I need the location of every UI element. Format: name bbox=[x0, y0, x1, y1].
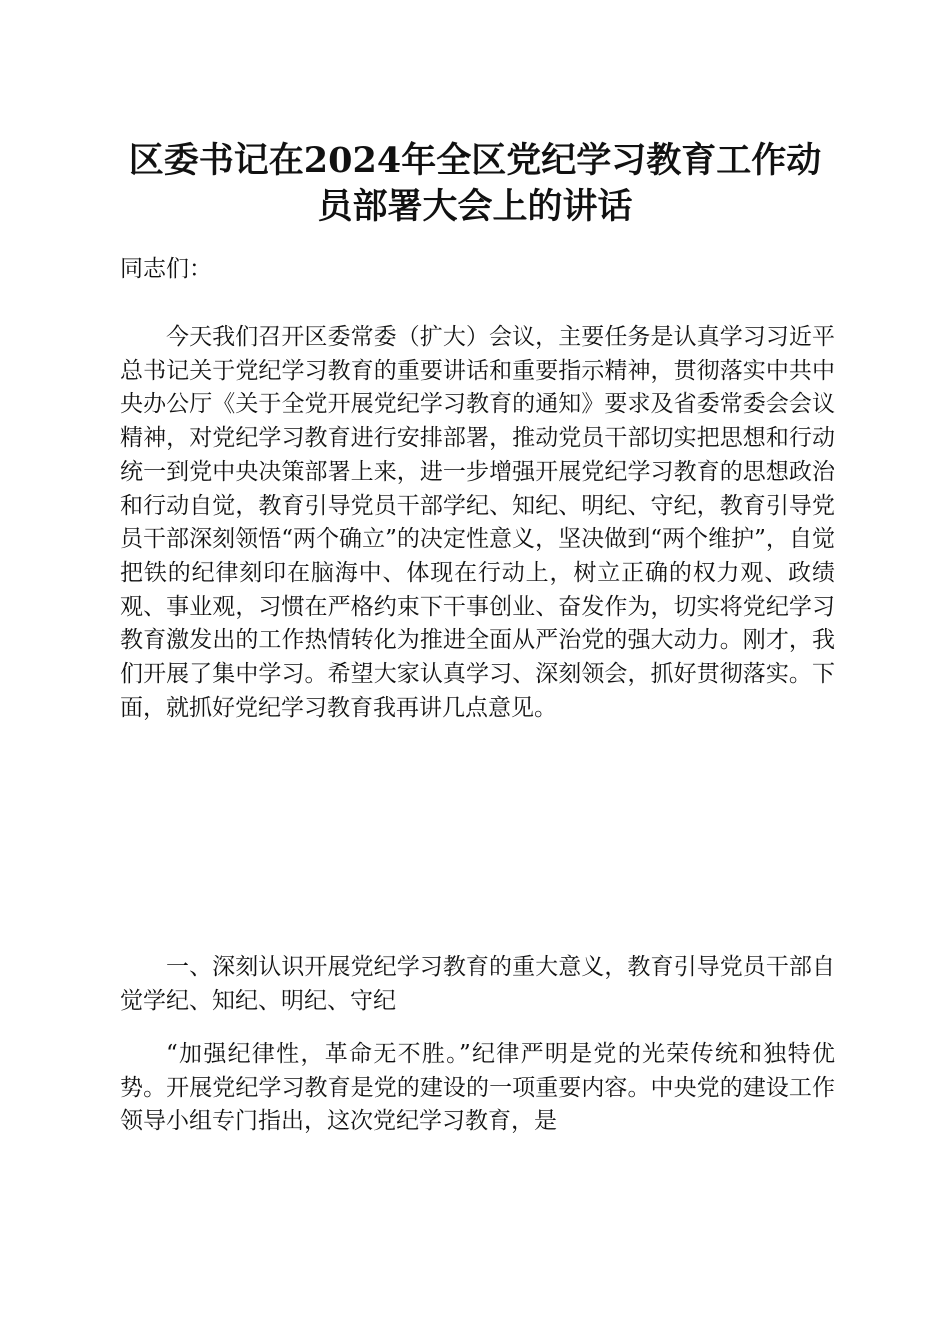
salutation: 同志们： bbox=[120, 256, 212, 282]
section-heading-1: 一、深刻认识开展党纪学习教育的重大意义，教育引导党员干部自觉学纪、知纪、明纪、守纪 bbox=[120, 954, 835, 1014]
document-title-line-2: 员部署大会上的讲话 bbox=[317, 186, 633, 227]
document-title-line-1: 区委书记在2024年全区党纪学习教育工作动 bbox=[128, 140, 822, 181]
paragraph-section-1: “加强纪律性，革命无不胜。”纪律严明是党的光荣传统和独特优势。开展党纪学习教育是党的建设的一项重要内容。中央党的建设工作领导小组专门指出，这次党纪学习教育，是 bbox=[120, 1041, 835, 1135]
paragraph-intro: 今天我们召开区委常委（扩大）会议，主要任务是认真学习习近平总书记关于党纪学习教育的重要讲话和重要指示精神，贯彻落实中共中央办公厅《关于全党开展党纪学习教育的通知》要求及省委常委会会议精神，对党纪学习教育进行安排部署，推动党员干部切实把思想和行动统一到党中央决策部署上来，进一步增强开展党纪学习教育的思想政治和行动自觉，教育引导党员干部学纪、知纪、明纪、守纪，教育引导党员干部深刻领悟“两个确立”的决定性意义，坚决做到“两个维护”，自觉把铁的纪律刻印在脑海中、体现在行动上，树立正确的权力观、政绩观、事业观，习惯在严格约束下干事创业、奋发作为，切实将党纪学习教育激发出的工作热情转化为推进全面从严治党的强大动力。刚才，我们开展了集中学习。希望大家认真学习、深刻领会，抓好贯彻落实。下面，就抓好党纪学习教育我再讲几点意见。 bbox=[120, 324, 835, 721]
